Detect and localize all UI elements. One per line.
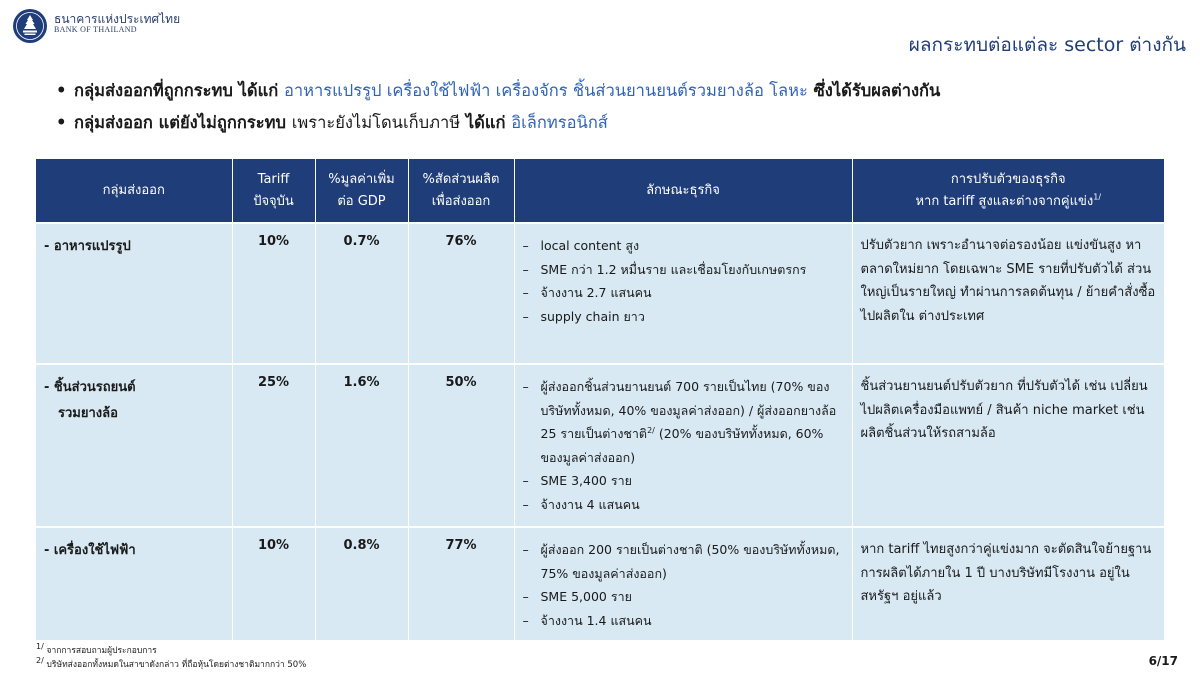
table-row (36, 223, 1164, 364)
row-appliances-group: - เครื่องใช้ไฟฟ้า (36, 527, 232, 640)
brand-name-english: BANK OF THAILAND (54, 25, 137, 35)
bullet-1-prefix: กลุ่มส่งออกที่ถูกกระทบ ได้แก่ (74, 81, 284, 100)
list-item: – จ้างงาน 2.7 แสนคน (522, 285, 652, 300)
row-auto-parts-group: - ชิ้นส่วนรถยนต์ รวมยางล้อ (36, 364, 232, 527)
row-auto-parts-export-share: 50% (408, 364, 514, 527)
row-appliances-value-added: 0.8% (315, 527, 408, 640)
header-tariff: Tariff ปัจจุบัน (232, 159, 315, 223)
row-food-value-added: 0.7% (315, 223, 408, 364)
list-item: – supply chain ยาว (522, 308, 645, 324)
footnote-1: $^{1/}$ จากการสอบถามผู้ประกอบการ (36, 642, 157, 656)
brand-name-thai: ธนาคารแห่งประเทศไทย (54, 12, 181, 26)
row-auto-parts-adjustment: ชิ้นส่วนยานยนต์ปรับตัวยาก ที่ปรับตัวได้ เช่น เปลี่ยนไปผลิตเครื่องมือแพทย์ / สินค้า niche market เช่น ผลิตชิ้นส่วนให้รถสามล้อ (852, 364, 1164, 527)
row-auto-parts-tariff: 25% (232, 364, 315, 527)
row-auto-parts-value-added: 1.6% (315, 364, 408, 527)
bullet-list (56, 78, 1176, 142)
footnote-2: $^{2/}$ บริษัทส่งออกทั้งหมดในสาขาดังกล่าว ที่ถือหุ้นโดยต่างชาติมากกว่า 50% (36, 656, 307, 670)
row-appliances-export-share: 77% (408, 527, 514, 640)
bullet-affected-exports (56, 78, 1176, 104)
list-item: – ผู้ส่งออก 200 รายเป็นต่างชาติ (50% ของบริษัททั้งหมด, 75% ของมูลค่าส่งออก) (522, 542, 840, 581)
list-item: – จ้างงาน 1.4 แสนคน (522, 612, 652, 628)
row-appliances-adjustment: หาก tariff ไทยสูงกว่าคู่แข่งมาก จะตัดสินใจย้ายฐานการผลิตได้ภายใน 1 ปี บางบริษัทมีโรงงาน อยู่ในสหรัฐฯ อยู่แล้ว (852, 527, 1164, 640)
table-row (36, 527, 1164, 640)
bullet-unaffected-exports (56, 110, 1176, 136)
list-item: – SME 5,000 ราย (522, 589, 632, 604)
table-row (36, 364, 1164, 527)
list-item: – SME 3,400 ราย (522, 473, 632, 488)
table-header-row (36, 159, 1164, 223)
row-appliances-nature (514, 527, 852, 640)
row-auto-parts-nature (514, 364, 852, 527)
list-item: – SME กว่า 1.2 หมื่นราย และเชื่อมโยงกับเกษตรกร (522, 261, 807, 277)
bullet-2-prefix: กลุ่มส่งออก แต่ยังไม่ถูกกระทบ (74, 113, 292, 132)
header-export-share: %สัดส่วนผลิต เพื่อส่งออก (408, 159, 514, 223)
bullet-1-highlight: อาหารแปรรูป เครื่องใช้ไฟฟ้า เครื่องจักร ชิ้นส่วนยานยนต์รวมยางล้อ โลหะ (283, 81, 808, 100)
bullet-2-highlight: อิเล็กทรอนิกส์ (511, 113, 608, 132)
header-value-added: %มูลค่าเพิ่ม ต่อ GDP (315, 159, 408, 223)
list-item: – local content สูง (522, 238, 640, 253)
brand-name (54, 13, 180, 35)
slide-title: ผลกระทบต่อแต่ละ sector ต่างกัน (908, 34, 1186, 56)
row-food-tariff: 10% (232, 223, 315, 364)
header-export-group: กลุ่มส่งออก (36, 159, 232, 223)
row-appliances-tariff: 10% (232, 527, 315, 640)
bullet-1-suffix: ซึ่งได้รับผลต่างกัน (807, 81, 941, 100)
list-item: – จ้างงาน 4 แสนคน (522, 496, 640, 512)
header-business-adjustment: การปรับตัวของธุรกิจ หาก tariff สูงและต่างจากคู่แข่ง$^{1/}$ (852, 159, 1164, 223)
bullet-2-reason: เพราะยังไม่โดนเก็บภาษี (291, 113, 461, 132)
row-food-nature (514, 223, 852, 364)
sector-impact-table (36, 159, 1164, 640)
bullet-2-mid: ได้แก่ (460, 113, 512, 132)
bank-of-thailand-logo-icon (12, 8, 48, 44)
row-food-group: - อาหารแปรรูป (36, 223, 232, 364)
row-food-adjustment: ปรับตัวยาก เพราะอำนาจต่อรองน้อย แข่งขันสูง หาตลาดใหม่ยาก โดยเฉพาะ SME รายที่ปรับตัวได้ ส่วนใหญ่เป็นรายใหญ่ ทำผ่านการลดต้นทุน / ย้ายคำสั่งซื้อไปผลิตใน ต่างประเทศ (852, 223, 1164, 364)
header-business-nature: ลักษณะธุรกิจ (514, 159, 852, 223)
row-food-export-share: 76% (408, 223, 514, 364)
list-item: – ผู้ส่งออกชิ้นส่วนยานยนต์ 700 รายเป็นไทย (70% ของบริษัททั้งหมด, 40% ของมูลค่าส่งออก) / ผู้ส่งออกยางล้อ 25 รายเป็นต่างชาติ$^{2/}$ (20% ของบริษัททั้งหมด, 60% ของมูลค่าส่งออก) (522, 379, 837, 465)
footnotes (36, 644, 306, 672)
page-number: 6/17 (1148, 654, 1178, 668)
